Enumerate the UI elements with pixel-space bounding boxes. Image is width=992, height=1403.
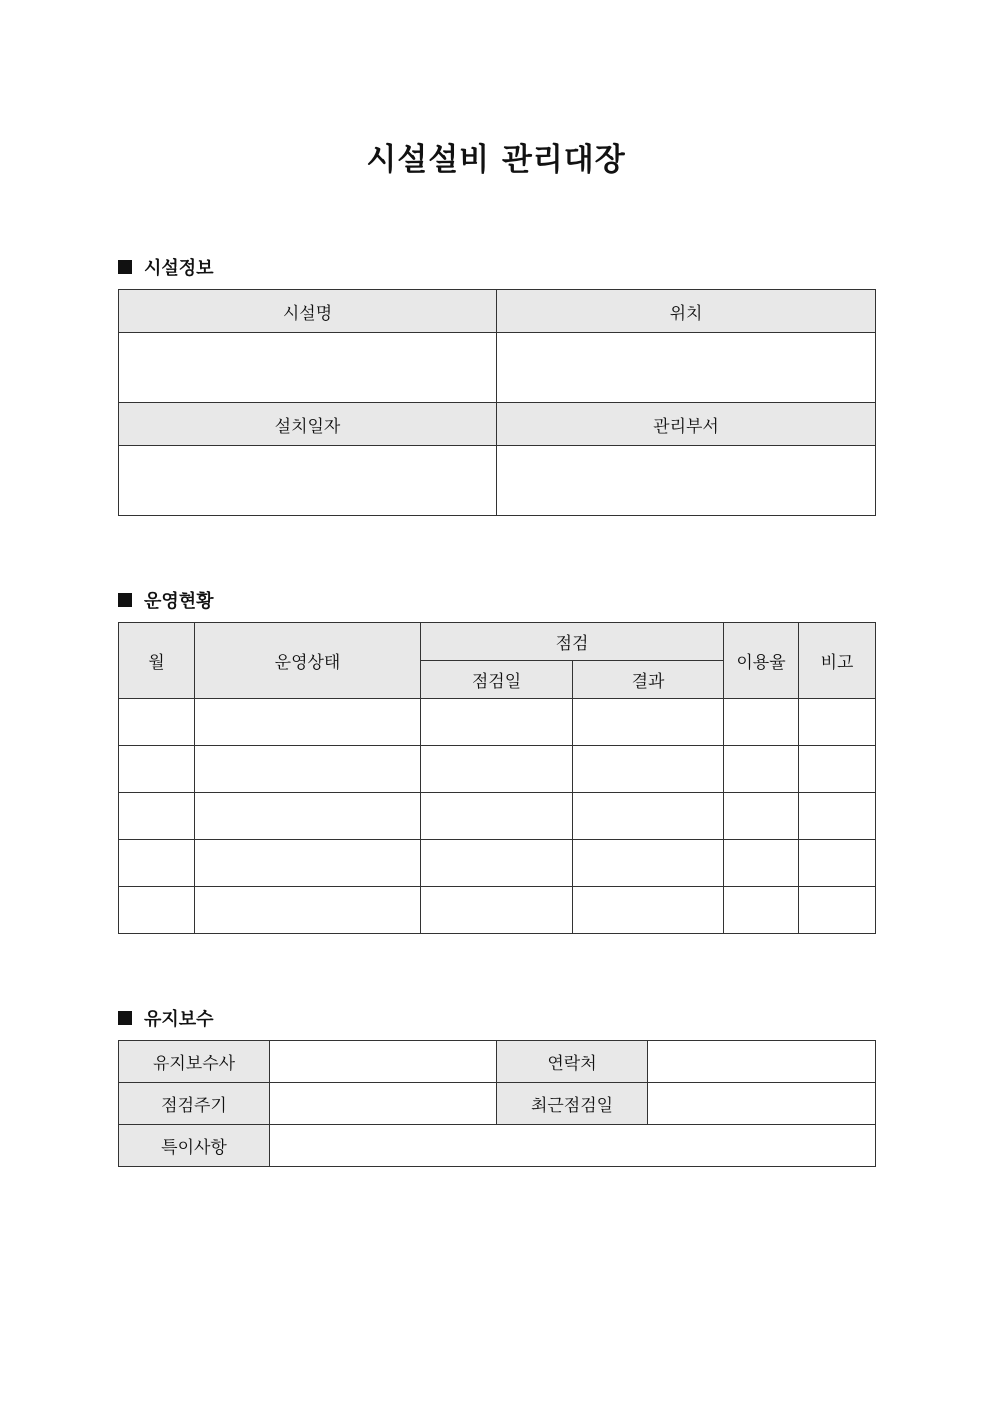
- status-cell[interactable]: [195, 793, 421, 840]
- status-cell[interactable]: [195, 699, 421, 746]
- usage-rate-header: 이용율: [724, 623, 799, 699]
- maintenance-table: [118, 1040, 876, 1167]
- status-header: 운영상태: [195, 623, 421, 699]
- operation-status-table: [118, 622, 876, 934]
- last-inspection-label: 최근점검일: [497, 1083, 648, 1125]
- inspection-date-cell[interactable]: [421, 840, 573, 887]
- install-date-label: 설치일자: [119, 403, 497, 446]
- month-cell[interactable]: [119, 699, 195, 746]
- inspection-date-cell[interactable]: [421, 793, 573, 840]
- facility-name-label: 시설명: [119, 290, 497, 333]
- usage-rate-cell[interactable]: [724, 840, 799, 887]
- maintenance-heading-label: 유지보수: [144, 1009, 214, 1030]
- result-cell[interactable]: [573, 793, 724, 840]
- status-cell[interactable]: [195, 840, 421, 887]
- department-label: 관리부서: [497, 403, 876, 446]
- facility-info-table: [118, 289, 876, 516]
- remarks-cell[interactable]: [799, 840, 876, 887]
- square-bullet-icon: [118, 260, 132, 274]
- table-row: [119, 699, 876, 746]
- month-cell[interactable]: [119, 793, 195, 840]
- month-cell[interactable]: [119, 887, 195, 934]
- contact-label: 연락처: [497, 1041, 648, 1083]
- company-label: 유지보수사: [119, 1041, 270, 1083]
- contact-field[interactable]: [648, 1041, 876, 1083]
- remarks-header: 비고: [799, 623, 876, 699]
- facility-name-field[interactable]: [119, 333, 497, 403]
- usage-rate-cell[interactable]: [724, 699, 799, 746]
- notes-label: 특이사항: [119, 1125, 270, 1167]
- inspection-header: 점검: [421, 623, 724, 661]
- maintenance-section-heading: [118, 1005, 214, 1031]
- usage-rate-cell[interactable]: [724, 887, 799, 934]
- remarks-cell[interactable]: [799, 793, 876, 840]
- table-row: [119, 887, 876, 934]
- operation-heading-label: 운영현황: [144, 591, 214, 612]
- facility-heading-label: 시설정보: [144, 258, 214, 279]
- square-bullet-icon: [118, 1011, 132, 1025]
- square-bullet-icon: [118, 593, 132, 607]
- remarks-cell[interactable]: [799, 746, 876, 793]
- table-row: [119, 840, 876, 887]
- notes-field[interactable]: [270, 1125, 876, 1167]
- month-cell[interactable]: [119, 746, 195, 793]
- operation-section-heading: [118, 587, 214, 613]
- inspection-cycle-label: 점검주기: [119, 1083, 270, 1125]
- month-header: 월: [119, 623, 195, 699]
- result-cell[interactable]: [573, 887, 724, 934]
- company-field[interactable]: [270, 1041, 497, 1083]
- inspection-cycle-field[interactable]: [270, 1083, 497, 1125]
- table-row: [119, 793, 876, 840]
- table-row: [119, 746, 876, 793]
- status-cell[interactable]: [195, 887, 421, 934]
- inspection-date-cell[interactable]: [421, 746, 573, 793]
- usage-rate-cell[interactable]: [724, 746, 799, 793]
- document-title: 시설설비 관리대장: [366, 142, 626, 178]
- usage-rate-cell[interactable]: [724, 793, 799, 840]
- inspection-date-cell[interactable]: [421, 699, 573, 746]
- install-date-field[interactable]: [119, 446, 497, 516]
- result-header: 결과: [573, 661, 724, 699]
- status-cell[interactable]: [195, 746, 421, 793]
- last-inspection-field[interactable]: [648, 1083, 876, 1125]
- result-cell[interactable]: [573, 699, 724, 746]
- result-cell[interactable]: [573, 840, 724, 887]
- location-label: 위치: [497, 290, 876, 333]
- location-field[interactable]: [497, 333, 876, 403]
- remarks-cell[interactable]: [799, 699, 876, 746]
- result-cell[interactable]: [573, 746, 724, 793]
- inspection-date-cell[interactable]: [421, 887, 573, 934]
- facility-section-heading: [118, 254, 214, 280]
- month-cell[interactable]: [119, 840, 195, 887]
- department-field[interactable]: [497, 446, 876, 516]
- remarks-cell[interactable]: [799, 887, 876, 934]
- inspection-date-header: 점검일: [421, 661, 573, 699]
